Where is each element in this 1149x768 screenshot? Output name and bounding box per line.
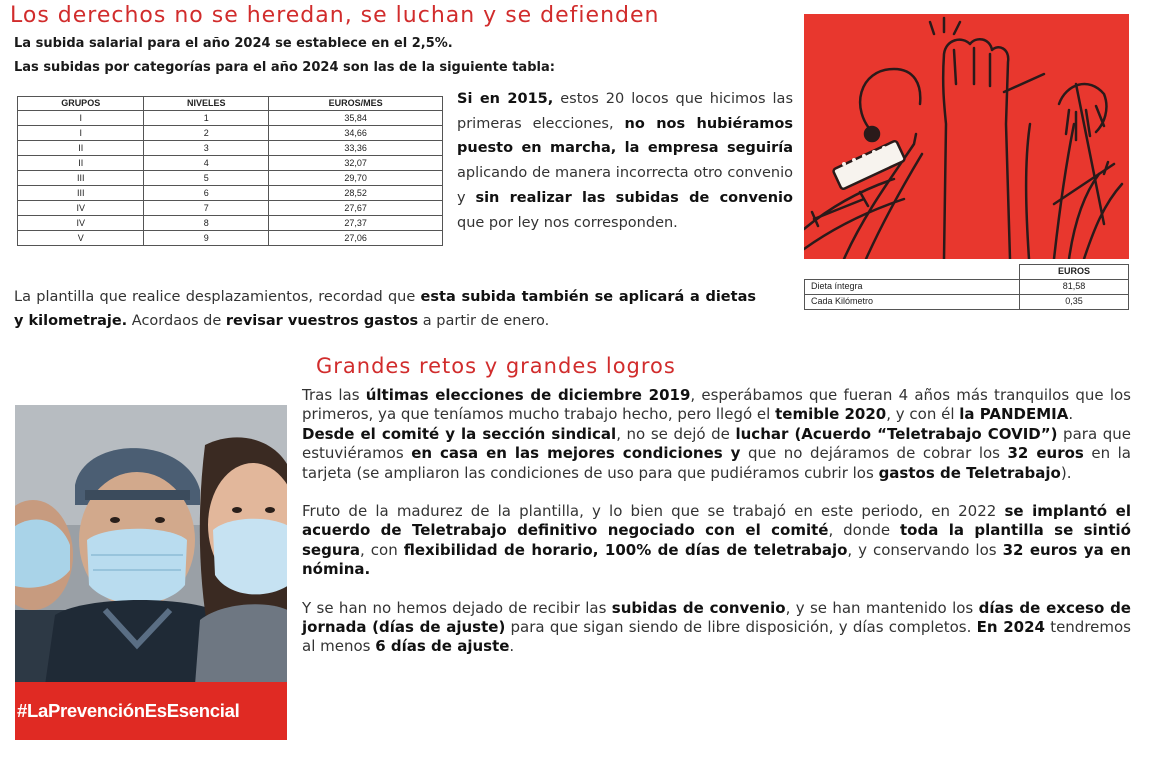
dieta-table-header xyxy=(805,265,1129,280)
cell-euros: 32,07 xyxy=(269,156,443,171)
raised-fists-illustration xyxy=(804,14,1129,259)
text: que por ley nos corresponden. xyxy=(457,214,678,231)
bold-text: 32 euros xyxy=(1007,444,1084,463)
bold-text: En 2024 xyxy=(976,618,1045,637)
header-niveles: NIVELES xyxy=(144,97,269,111)
cell-grupo: II xyxy=(18,141,144,156)
cell-euros: 33,36 xyxy=(269,141,443,156)
text: para que estuviéramos xyxy=(302,424,1131,463)
cell-nivel: 6 xyxy=(144,186,269,201)
text: en la tarjeta (se ampliaron las condiciones de uso para que pudiéramos cubrir los xyxy=(302,444,1131,482)
bold-text: Si en 2015, xyxy=(457,91,554,107)
text: tendremos al menos xyxy=(302,618,1131,656)
cell-nivel: 7 xyxy=(144,201,269,216)
paragraph-elecciones xyxy=(302,386,1131,425)
text: Acordaos de xyxy=(127,313,226,329)
cell-grupo: IV xyxy=(18,216,144,231)
plantilla-paragraph xyxy=(14,285,756,333)
text: Tras las xyxy=(302,386,366,404)
text: , esperábamos que fueran 4 años más tranquilos que los primeros, ya que teníamos mucho trabajo hecho, pero llegó el xyxy=(302,386,1131,424)
cell-nivel: 5 xyxy=(144,171,269,186)
text: La plantilla que realice desplazamientos, recordad que xyxy=(14,289,421,305)
header-grupos: GRUPOS xyxy=(18,97,144,111)
text: , y con él xyxy=(886,405,960,424)
cell-grupo: V xyxy=(18,231,144,246)
bold-text: últimas elecciones de diciembre 2019 xyxy=(365,386,691,404)
text: a partir de enero. xyxy=(418,313,550,329)
text: . xyxy=(1068,405,1074,424)
cell-euros: 81,58 xyxy=(1020,279,1129,294)
empty-cell xyxy=(805,265,1020,280)
subida-salarial-line: La subida salarial para el año 2024 se establece en el 2,5%. xyxy=(14,36,453,51)
cell-nivel: 4 xyxy=(144,156,269,171)
subidas-categorias-line: Las subidas por categorías para el año 2024 son las de la siguiente tabla: xyxy=(14,60,555,75)
section-title-derechos: Los derechos no se heredan, se luchan y se defienden xyxy=(10,3,660,28)
people-wearing-face-masks-icon xyxy=(15,405,287,685)
table-row xyxy=(18,231,443,246)
grandes-retos-body xyxy=(302,386,1131,657)
cell-nivel: 3 xyxy=(144,141,269,156)
bold-text: la PANDEMIA xyxy=(959,405,1069,424)
table-row xyxy=(18,216,443,231)
bold-text: flexibilidad de horario, 100% de días de teletrabajo xyxy=(403,540,848,559)
text: , y conservando los xyxy=(847,540,1003,559)
bold-text: no nos hubiéramos puesto en marcha, la empresa seguiría xyxy=(457,115,793,157)
text: Y se han no hemos dejado de recibir las xyxy=(302,598,612,617)
si-en-2015-paragraph xyxy=(457,87,793,235)
cell-nivel: 9 xyxy=(144,231,269,246)
cell-euros: 27,06 xyxy=(269,231,443,246)
bold-text: 6 días de ajuste xyxy=(375,637,510,656)
cell-grupo: III xyxy=(18,171,144,186)
cell-grupo: II xyxy=(18,156,144,171)
bold-text: toda la plantilla se sintió segura xyxy=(302,521,1131,559)
cell-nivel: 8 xyxy=(144,216,269,231)
salary-table xyxy=(17,96,443,246)
text: Fruto de la madurez de la plantilla, y lo bien que se trabajó en este periodo, en 2022 xyxy=(302,502,1005,521)
paragraph-comite xyxy=(302,425,1131,483)
text: estos 20 locos que hicimos las primeras elecciones, xyxy=(457,91,793,132)
cell-euros: 0,35 xyxy=(1020,294,1129,309)
header-euros-mes: EUROS/MES xyxy=(269,97,443,111)
paragraph-teletrabajo xyxy=(302,502,1131,580)
table-row xyxy=(18,156,443,171)
masked-people-photo xyxy=(15,405,287,740)
bold-text: subidas de convenio xyxy=(611,598,786,617)
cell-nivel: 1 xyxy=(144,111,269,126)
paragraph-dias-ajuste xyxy=(302,599,1131,657)
bold-text: sin realizar las subidas de convenio xyxy=(475,189,793,206)
text: ). xyxy=(1060,463,1072,482)
bold-text: gastos de Teletrabajo xyxy=(878,463,1061,482)
bold-text: se implantó el acuerdo de Teletrabajo definitivo negociado con el comité xyxy=(302,502,1131,540)
text: , y se han mantenido los xyxy=(785,598,979,617)
bold-text: 32 euros ya en nómina. xyxy=(302,540,1131,579)
bold-text: días de exceso de jornada (días de ajuste) xyxy=(302,598,1131,637)
cell-grupo: III xyxy=(18,186,144,201)
raised-fists-with-tools-icon xyxy=(804,14,1129,259)
table-row xyxy=(18,171,443,186)
table-row xyxy=(805,294,1129,309)
bold-text: esta subida también se aplicará a dietas y kilometraje. xyxy=(14,289,756,329)
salary-table-header xyxy=(18,97,443,111)
text: , con xyxy=(360,540,404,559)
cell-euros: 27,67 xyxy=(269,201,443,216)
bold-text: temible 2020 xyxy=(775,405,887,424)
cell-euros: 35,84 xyxy=(269,111,443,126)
cell-grupo: I xyxy=(18,126,144,141)
cell-euros: 28,52 xyxy=(269,186,443,201)
cell-grupo: IV xyxy=(18,201,144,216)
table-row xyxy=(18,186,443,201)
table-row xyxy=(18,201,443,216)
table-row xyxy=(805,279,1129,294)
section-title-grandes-retos: Grandes retos y grandes logros xyxy=(316,354,676,378)
table-row xyxy=(18,111,443,126)
text: aplicando de manera incorrecta otro convenio y xyxy=(457,165,793,206)
cell-concepto: Cada Kilómetro xyxy=(805,294,1020,309)
bold-text: revisar vuestros gastos xyxy=(225,313,419,329)
bold-text: Desde el comité y la sección sindical xyxy=(302,424,617,443)
cell-nivel: 2 xyxy=(144,126,269,141)
photo-banner-hashtag: #LaPrevenciónEsEsencial xyxy=(15,682,287,740)
table-row xyxy=(18,126,443,141)
header-euros: EUROS xyxy=(1020,265,1129,280)
cell-grupo: I xyxy=(18,111,144,126)
text: . xyxy=(509,637,515,656)
text: , donde xyxy=(828,521,901,540)
text: que no dejáramos de cobrar los xyxy=(740,444,1008,463)
bold-text: luchar (Acuerdo “Teletrabajo COVID”) xyxy=(735,424,1058,443)
text: para que sigan siendo de libre disposición, y días completos. xyxy=(505,618,977,637)
text: , no se dejó de xyxy=(616,424,736,443)
cell-euros: 29,70 xyxy=(269,171,443,186)
cell-concepto: Dieta íntegra xyxy=(805,279,1020,294)
cell-euros: 34,66 xyxy=(269,126,443,141)
dieta-table xyxy=(804,264,1129,310)
bold-text: en casa en las mejores condiciones y xyxy=(411,444,741,463)
table-row xyxy=(18,141,443,156)
cell-euros: 27,37 xyxy=(269,216,443,231)
